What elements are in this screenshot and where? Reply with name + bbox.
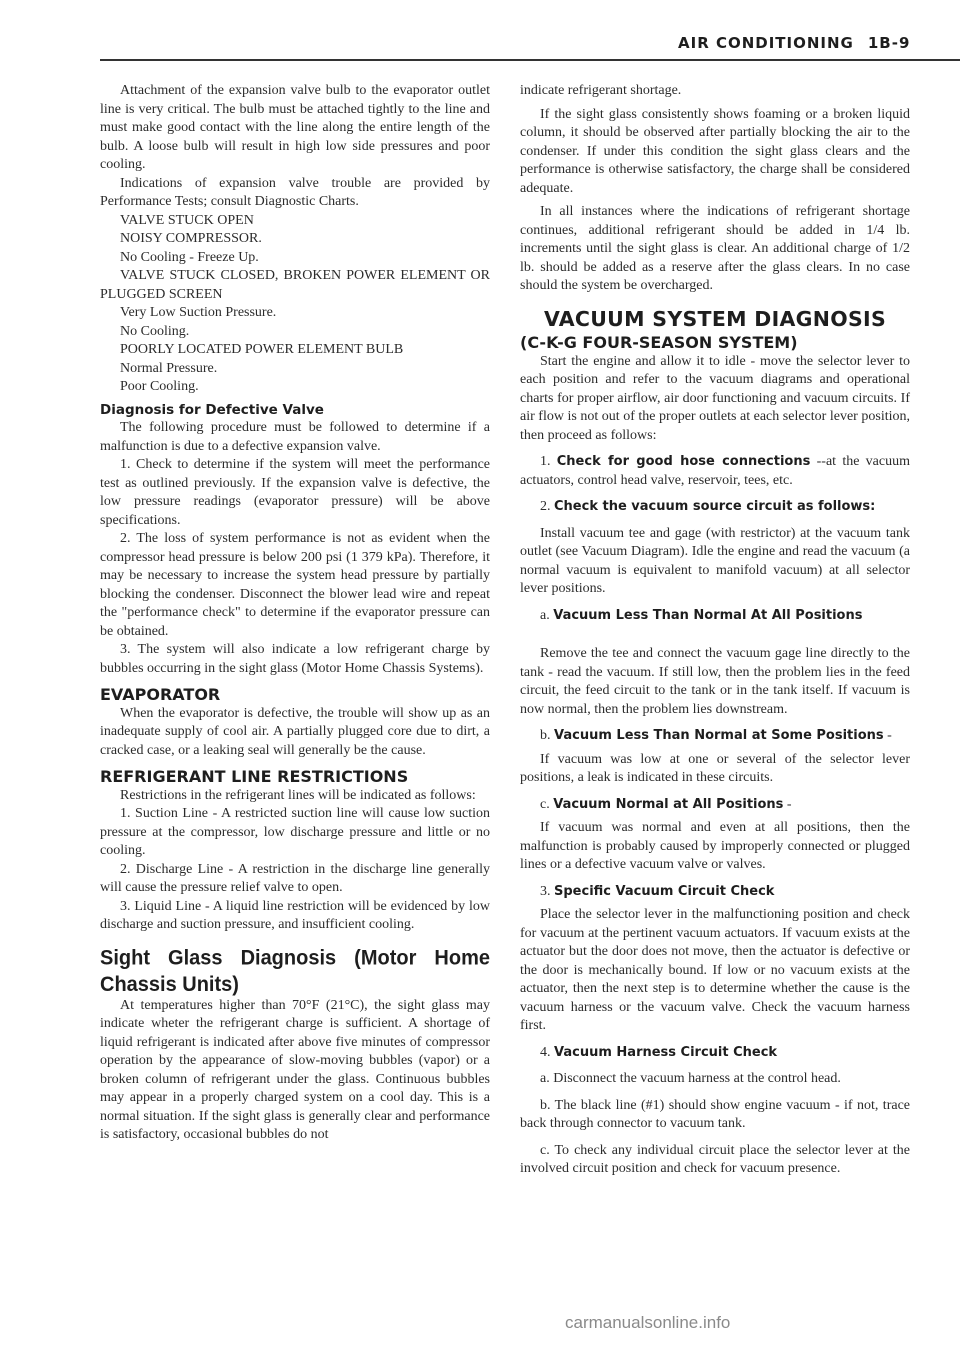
header-rule bbox=[100, 59, 960, 61]
step-number: 3. bbox=[540, 883, 551, 899]
step-heading: Vacuum Less Than Normal at Some Positions bbox=[554, 728, 884, 743]
step bbox=[520, 883, 910, 902]
paragraph: At temperatures higher than 70°F (21°C), the sight glass may indicate wheter the refrigerant charge is sufficient. A shortage of liquid refrigerant is indicated after above five minutes of compressor operation by the appearance of slow-moving bubbles (vapor) or a broken column of refrigerant under the glass. Continuous bubbles may appear in a properly charged system on a cool day. This is a normal situation. If the sight glass is generally clear and performance is satisfactory, occasional bubbles do not bbox=[100, 997, 490, 1142]
paragraph: Install vacuum tee and gage (with restrictor) at the vacuum tank outlet (see Vacuum Diagram). Idle the engine and read the vacuum (a normal vacuum is equivalent to manifold vacuum) at all selector lever positions. bbox=[520, 525, 910, 596]
paragraph: 3. The system will also indicate a low refrigerant charge by bubbles occurring in the sight glass (Motor Home Chassis Systems). bbox=[100, 642, 490, 676]
section-heading: Diagnosis for Defective Valve bbox=[100, 401, 324, 418]
paragraph: 1. Check to determine if the system will meet the performance test as outlined previously. If the expansion valve is defective, the low pressure readings (evaporator pressure) will be above specifications. bbox=[100, 457, 490, 528]
step bbox=[520, 727, 910, 746]
step-number: b. bbox=[540, 728, 551, 743]
page-header bbox=[678, 34, 960, 52]
list-item: VALVE STUCK OPEN bbox=[120, 212, 254, 228]
list-item: VALVE STUCK CLOSED, BROKEN POWER ELEMENT OR PLUGGED SCREEN bbox=[100, 268, 490, 302]
step-number: 1. bbox=[540, 454, 551, 469]
sub-heading: (C-K-G FOUR-SEASON SYSTEM) bbox=[520, 333, 798, 352]
paragraph: If vacuum was normal and even at all positions, then the malfunction is probably caused by improperly connected or plugged lines or a defective vacuum valve or valves. bbox=[520, 820, 910, 872]
section-heading: REFRIGERANT LINE RESTRICTIONS bbox=[100, 767, 409, 786]
section-heading: EVAPORATOR bbox=[100, 685, 221, 704]
paragraph: 2. Discharge Line - A restriction in the discharge line generally will cause the pressure relief valve to open. bbox=[100, 861, 490, 895]
paragraph: Indications of expansion valve trouble are provided by Performance Tests; consult Diagnostic Charts. bbox=[100, 175, 490, 209]
step-number: 4. bbox=[540, 1044, 551, 1060]
paragraph: a. Disconnect the vacuum harness at the control head. bbox=[540, 1071, 841, 1086]
paragraph: 3. Liquid Line - A liquid line restriction will be evidenced by low discharge and suction pressure, and insufficient cooling. bbox=[100, 898, 490, 932]
step-heading: Vacuum Normal at All Positions bbox=[553, 796, 784, 812]
step bbox=[520, 796, 910, 815]
section-heading: VACUUM SYSTEM DIAGNOSIS bbox=[543, 306, 887, 331]
step-heading: Vacuum Harness Circuit Check bbox=[554, 1044, 778, 1060]
paragraph: 1. Suction Line - A restricted suction line will cause low suction pressure at the compressor, low discharge pressure and little or no cooling. bbox=[100, 806, 490, 858]
paragraph: When the evaporator is defective, the trouble will show up as an inadequate supply of cool air. A partially plugged core due to dirt, a cracked case, or a leaking seal will generally be the cause. bbox=[100, 705, 490, 758]
step bbox=[520, 498, 910, 517]
paragraph: indicate refrigerant shortage. bbox=[520, 83, 682, 98]
section-heading: Sight Glass Diagnosis (Motor Home Chassis Units) bbox=[100, 946, 490, 996]
paragraph: The following procedure must be followed to determine if a malfunction is due to a defective expansion valve. bbox=[100, 420, 490, 454]
step-heading: Check the vacuum source circuit as follows: bbox=[554, 499, 876, 514]
step-number: 2. bbox=[540, 499, 551, 514]
paragraph: In all instances where the indications of refrigerant shortage continues, additional refrigerant should be added in 1/4 lb. increments until the sight glass is clear. An additional charge of 1/2 lb. should be added as a reserve after the glass clears. In no case should the system be overcharged. bbox=[520, 204, 910, 293]
step-heading: Vacuum Less Than Normal At All Positions bbox=[553, 607, 863, 623]
paragraph: If the sight glass consistently shows foaming or a broken liquid column, it should be observed after partially blocking the air to the condenser. If under this condition the sight glass clears and the performance is otherwise satisfactory, the charge shall be considered adequate. bbox=[520, 106, 910, 196]
paragraph: Start the engine and allow it to idle - move the selector lever to each position and refer to the vacuum diagrams and operational charts for proper airflow, air door functioning and vacuum circuits. If air flow is not out of the proper outlets at each selector lever position, then proceed as follows: bbox=[520, 353, 910, 443]
list-item: Poor Cooling. bbox=[120, 379, 199, 394]
paragraph: c. To check any individual circuit place the selector lever at the involved circuit position and check for vacuum presence. bbox=[520, 1142, 910, 1176]
step-heading: Specific Vacuum Circuit Check bbox=[554, 883, 775, 899]
paragraph: If vacuum was low at one or several of the selector lever positions, a leak is indicated in these circuits. bbox=[520, 751, 910, 785]
paragraph: b. The black line (#1) should show engine vacuum - if not, trace back through connector to vacuum tank. bbox=[520, 1097, 910, 1131]
section-title: AIR CONDITIONING bbox=[678, 34, 854, 52]
step-text: - bbox=[786, 796, 792, 812]
watermark: carmanualsonline.info bbox=[565, 1313, 731, 1332]
list-item: No Cooling - Freeze Up. bbox=[120, 249, 259, 265]
list-item: No Cooling. bbox=[120, 323, 190, 339]
step-number: c. bbox=[540, 796, 550, 812]
page-number: 1B-9 bbox=[867, 34, 911, 52]
step-number: a. bbox=[540, 607, 550, 623]
paragraph: 2. The loss of system performance is not as evident when the compressor head pressure is below 200 psi (1 379 kPa). Therefore, it may be necessary to increase the system head pressure by partially blocking the condenser. Disconnect the blower lead wire and repeat the "performance check" to determine if the evaporator pressure can be obtained. bbox=[100, 531, 490, 639]
step-text: --at the vacuum actuators, control head valve, reservoir, tees, etc. bbox=[520, 454, 910, 488]
list-item: Very Low Suction Pressure. bbox=[120, 305, 277, 320]
list-item: POORLY LOCATED POWER ELEMENT BULB bbox=[120, 342, 404, 357]
step-heading: Check for good hose connections bbox=[556, 454, 811, 469]
paragraph: Remove the tee and connect the vacuum gage line directly to the tank - read the vacuum. If still low, then the problem lies in the feed circuit, the feed circuit to the tank or in the tank itself. If vacuum is now normal, then the problem lies downstream. bbox=[520, 646, 910, 717]
paragraph: Place the selector lever in the malfunctioning position and check for vacuum at the pertinent vacuum actuators. If vacuum exists at the actuator but the door does not move, then the actuator is defective or the door is mechanically bound. If low or no vacuum exists at the actuator, then the next step is to determine whether the cause is the vacuum harness or the vacuum valve. Check the vacuum harness first. bbox=[520, 907, 910, 1033]
step bbox=[520, 1044, 910, 1063]
step bbox=[520, 453, 910, 490]
left-column bbox=[100, 82, 490, 1145]
list-item: Normal Pressure. bbox=[120, 360, 218, 376]
list-item: NOISY COMPRESSOR. bbox=[120, 231, 262, 246]
step-text: - bbox=[887, 728, 892, 743]
paragraph: Restrictions in the refrigerant lines will be indicated as follows: bbox=[120, 787, 476, 803]
right-column bbox=[520, 82, 910, 1179]
paragraph: Attachment of the expansion valve bulb to the evaporator outlet line is very critical. The bulb must be attached tightly to the line and must make good contact with the line along the entire length of the bulb. A loose bulb will result in high low side pressures and poor cooling. bbox=[100, 83, 490, 172]
step bbox=[520, 607, 910, 626]
